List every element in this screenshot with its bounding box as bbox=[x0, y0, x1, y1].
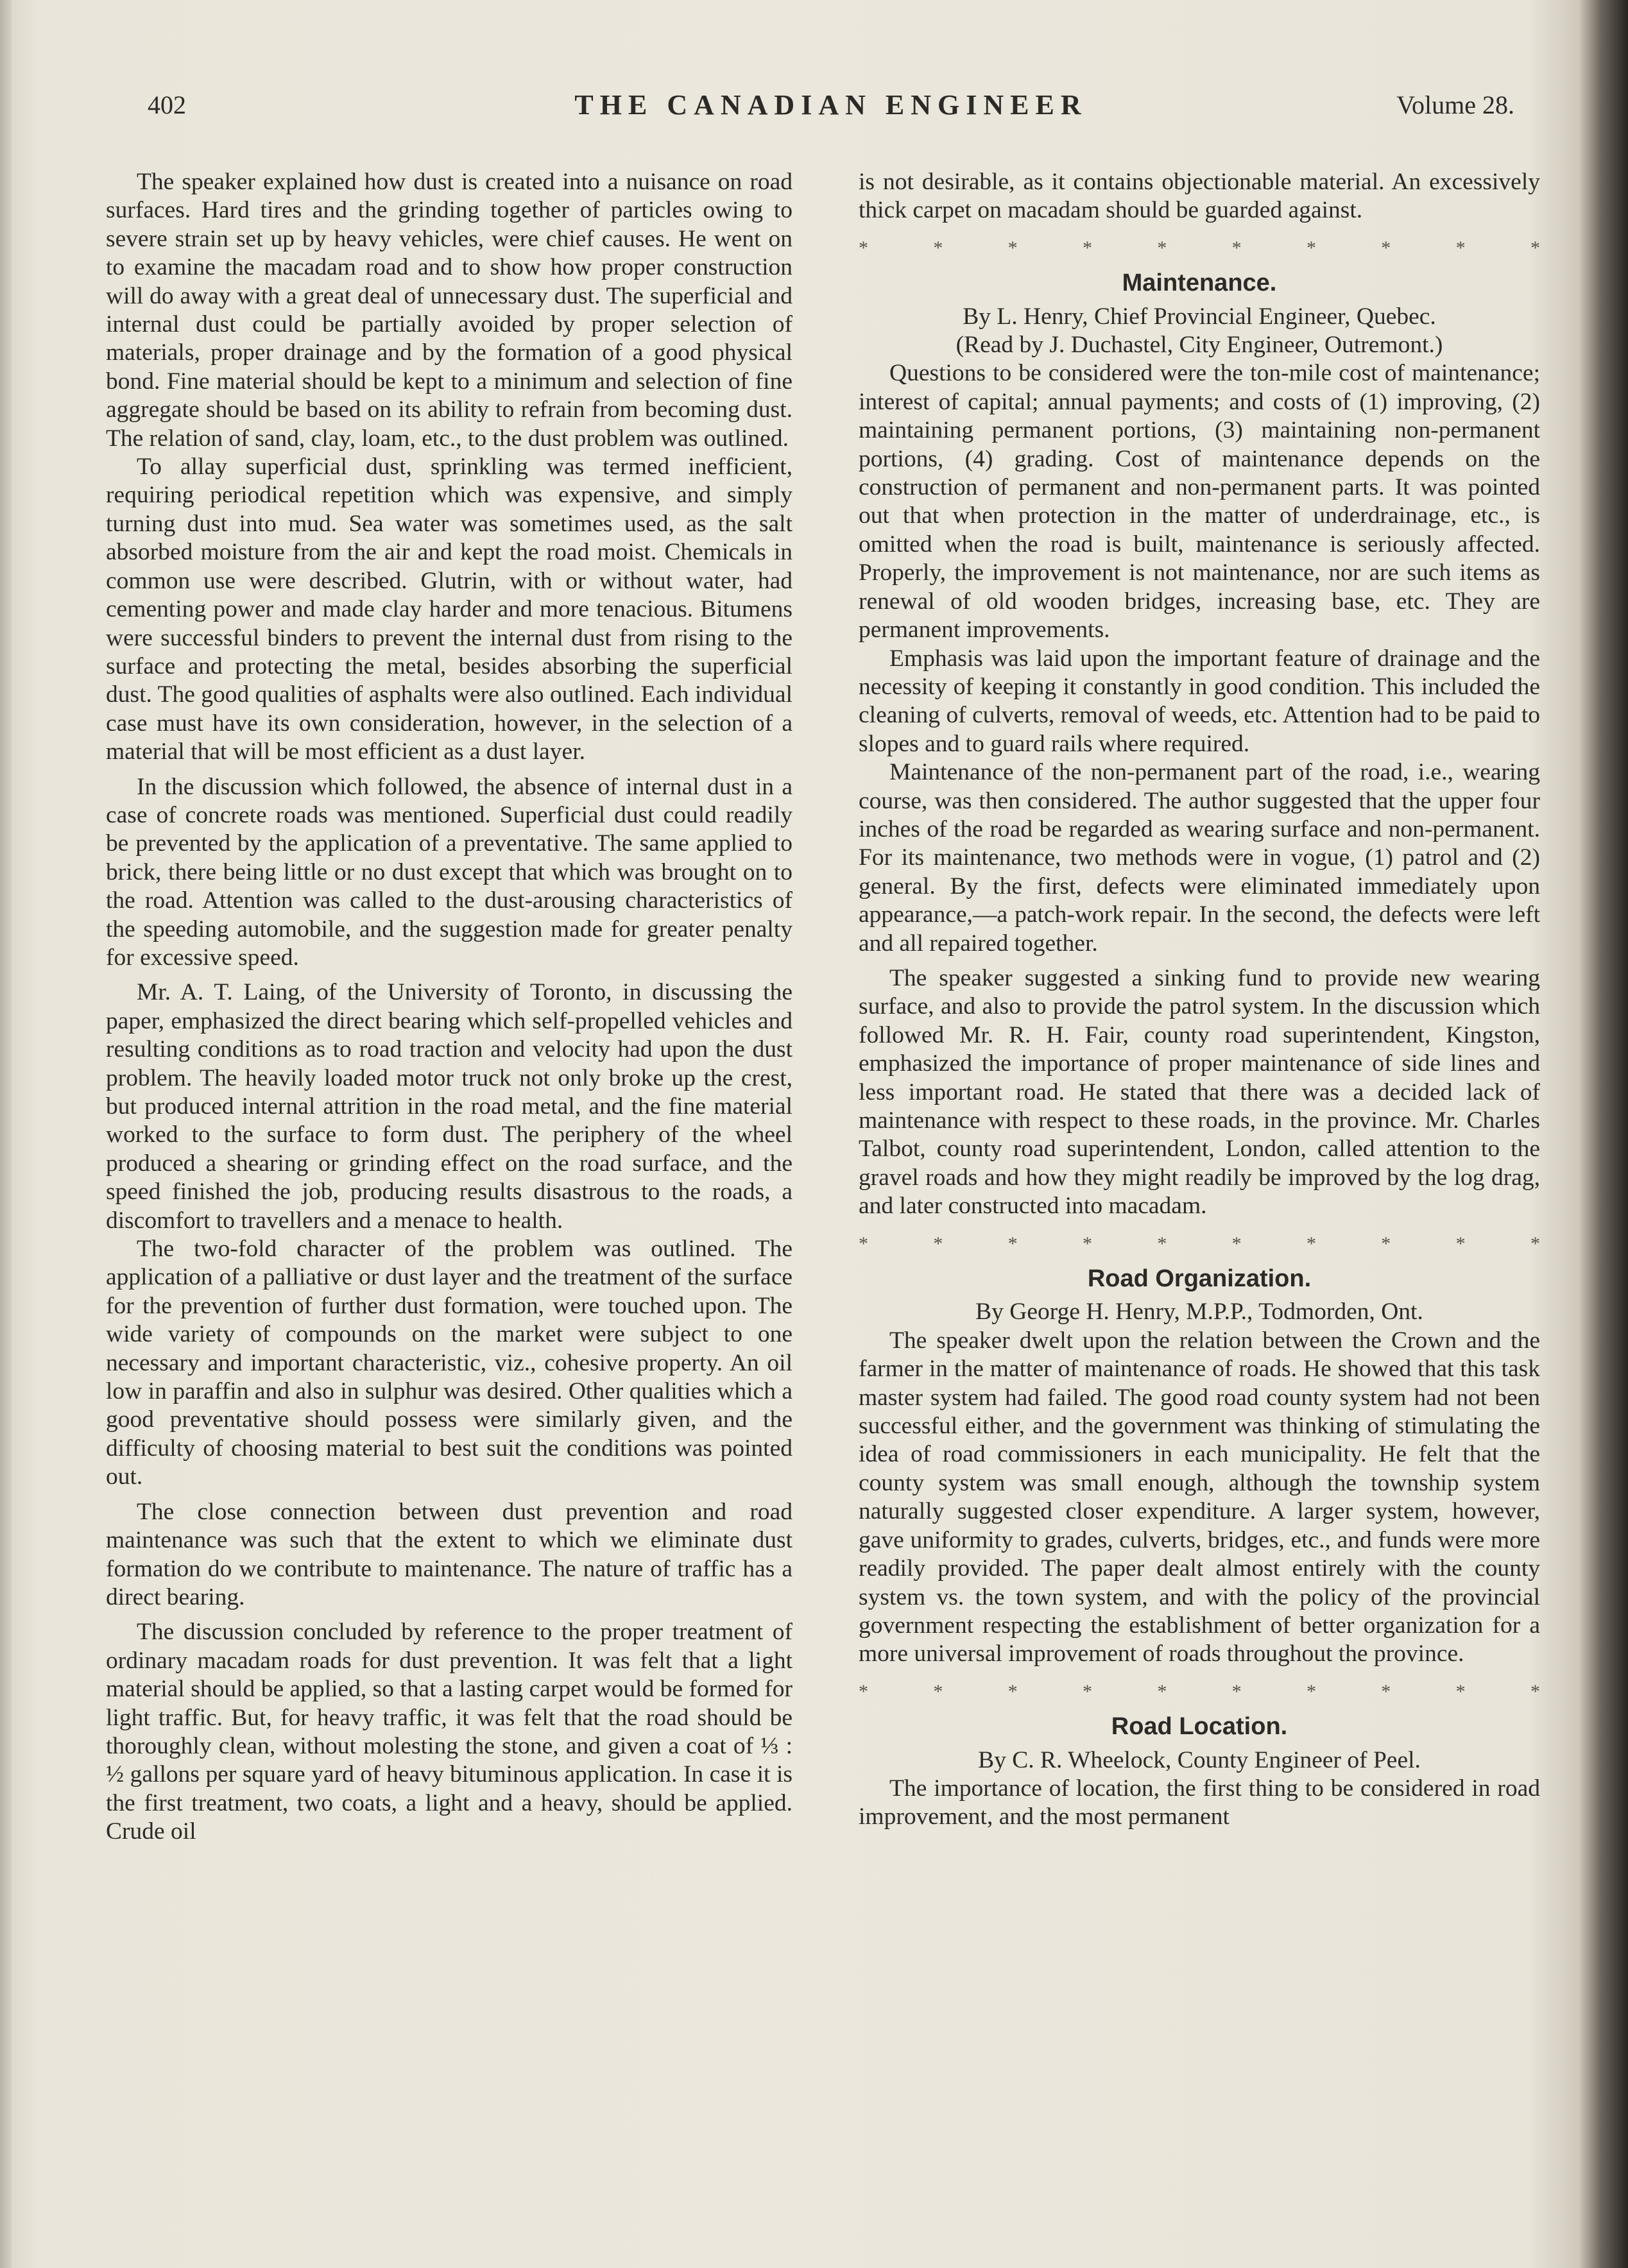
paragraph: To allay superficial dust, sprinkling was termed inefficient, requiring periodical repetition which was expensive, and simply turning dust into mud. Sea water was sometimes used, as the salt absorbed moisture from the air and kept the road moist. Chemicals in common use were described. Glutrin, with or without water, had cementing power and made clay harder and more tenacious. Bitumens were successful binders to prevent the internal dust from rising to the surface and protecting the metal, besides absorbing the superficial dust. The good qualities of asphalts were also outlined. Each individual case must have its own consideration, however, in the selection of a material that will be most efficient as a dust layer. bbox=[106, 454, 793, 765]
right-column bbox=[859, 168, 1540, 1832]
section-heading-maintenance: Maintenance. bbox=[1122, 269, 1277, 297]
paragraph: The importance of location, the first thing to be considered in road improvement, and the most permanent bbox=[859, 1775, 1540, 1830]
section-heading-road-location: Road Location. bbox=[1111, 1713, 1288, 1741]
paragraph: The close connection between dust prevention and road maintenance was such that the extent to which we eliminate dust formation do we contribute to maintenance. The nature of traffic has a direct bearing. bbox=[106, 1498, 793, 1610]
section-separator: * * * * * * * * * * bbox=[859, 1232, 1540, 1254]
binding-gutter bbox=[0, 0, 12, 2268]
byline: By C. R. Wheelock, County Engineer of Peel. bbox=[978, 1746, 1421, 1773]
running-head bbox=[148, 90, 1514, 128]
paragraph: The speaker dwelt upon the relation between the Crown and the farmer in the matter of maintenance of roads. He showed that this task master system had failed. The good road county system had not been successful either, and the government was thinking of stimulating the idea of road commissioners in each municipality. He felt that the county system was small enough, although the township system naturally suggested closer expenditure. A larger system, however, gave uniformity to grades, culverts, bridges, etc., and funds were more readily provided. The paper dealt almost entirely with the county system vs. the town system, and with the policy of the provincial government respecting the establishment of better organization for a more universal improvement of roads throughout the province. bbox=[859, 1327, 1540, 1667]
left-column bbox=[106, 168, 793, 1846]
byline-read-by: (Read by J. Duchastel, City Engineer, Outremont.) bbox=[955, 332, 1443, 359]
volume-label: Volume 28. bbox=[1396, 90, 1514, 119]
byline: By George H. Henry, M.P.P., Todmorden, Ont. bbox=[975, 1299, 1423, 1326]
continued-paragraph: is not desirable, as it contains objectionable material. An excessively thick carpet on macadam should be guarded against. bbox=[859, 169, 1540, 224]
journal-title: THE CANADIAN ENGINEER bbox=[574, 89, 1088, 121]
section-separator: * * * * * * * * * * bbox=[859, 1680, 1540, 1702]
paragraph: The two-fold character of the problem was outlined. The application of a palliative or dust layer and the treatment of the surface for the prevention of further dust formation, were touched upon. The wide variety of compounds on the market were subject to one necessary and important characteristic, viz., cohesive property. An oil low in paraffin and also in sulphur was desired. Other qualities which a good preventative should possess were similarly given, and the difficulty of choosing material to best suit the conditions was pointed out. bbox=[106, 1236, 793, 1490]
section-separator: * * * * * * * * * * bbox=[859, 237, 1540, 259]
paragraph: Emphasis was laid upon the important feature of drainage and the necessity of keeping it constantly in good condition. This included the cleaning of culverts, removal of weeds, etc. Attention had to be paid to slopes and to guard rails where required. bbox=[859, 645, 1540, 757]
paragraph: Mr. A. T. Laing, of the University of Toronto, in discussing the paper, emphasized the direct bearing which self-propelled vehicles and resulting conditions as to road traction and velocity had upon the dust problem. The heavily loaded motor truck not only broke up the crest, but produced internal attrition in the road metal, and the fine material worked to the surface to form dust. The periphery of the wheel produced a shearing or grinding effect on the road surface, and the speed finished the job, producing results disastrous to the roads, a discomfort to travellers and a menace to health. bbox=[106, 979, 793, 1234]
page-number: 402 bbox=[148, 90, 186, 119]
byline: By L. Henry, Chief Provincial Engineer, Quebec. bbox=[963, 303, 1436, 330]
paragraph: Maintenance of the non-permanent part of the road, i.e., wearing course, was then considered. The author suggested that the upper four inches of the road be regarded as wearing surface and non-permanent. For its maintenance, two methods were in vogue, (1) patrol and (2) general. By the first, defects were eliminated immediately upon appearance,—a patch-work repair. In the second, the defects were left and all repaired together. bbox=[859, 759, 1540, 957]
paragraph: Questions to be considered were the ton-mile cost of maintenance; interest of capital; annual payments; and costs of (1) improving, (2) maintaining permanent portions, (3) maintaining non-permanent portions, (4) grading. Cost of maintenance depends on the construction of permanent and non-permanent parts. It was pointed out that when protection in the matter of underdrainage, etc., is omitted when the road is built, maintenance is seriously affected. Properly, the improvement is not maintenance, nor are such items as renewal of old wooden bridges, increasing base, etc. They are permanent improvements. bbox=[859, 360, 1540, 644]
paragraph: The speaker explained how dust is created into a nuisance on road surfaces. Hard tires and the grinding together of particles owing to severe strain set up by heavy vehicles, were chief causes. He went on to examine the macadam road and to show how proper construction will do away with a great deal of unnecessary dust. The superficial and internal dust could be partially avoided by proper selection of materials, proper drainage and by the formation of a good physical bond. Fine material should be kept to a minimum and selection of fine aggregate should be based on its ability to refrain from becoming dust. The relation of sand, clay, loam, etc., to the dust problem was outlined. bbox=[106, 169, 793, 452]
paragraph: The discussion concluded by reference to the proper treatment of ordinary macadam roads for dust prevention. It was felt that a light material should be applied, so that a lasting carpet would be formed for light traffic. But, for heavy traffic, it was felt that the road should be thoroughly clean, without molesting the stone, and given a coat of ⅓ : ½ gallons per square yard of heavy bituminous application. In case it is the first treatment, two coats, a light and a heavy, should be applied. Crude oil bbox=[106, 1619, 793, 1845]
paragraph: In the discussion which followed, the absence of internal dust in a case of concrete roads was mentioned. Superficial dust could readily be prevented by the application of a preventative. The same applied to brick, there being little or no dust except that which was brought on to the road. Attention was called to the dust-arousing characteristics of the speeding automobile, and the suggestion made for greater penalty for excessive speed. bbox=[106, 773, 793, 971]
section-heading-road-organization: Road Organization. bbox=[1087, 1265, 1312, 1293]
paragraph: The speaker suggested a sinking fund to provide new wearing surface, and also to provide the patrol system. In the discussion which followed Mr. R. H. Fair, county road superintendent, Kingston, emphasized the importance of proper maintenance of side lines and less important road. He stated that there was a decided lack of maintenance with respect to these roads, in the province. Mr. Charles Talbot, county road superintendent, London, called attention to the gravel roads and how they might readily be improved by the log drag, and later constructed into macadam. bbox=[859, 964, 1540, 1220]
